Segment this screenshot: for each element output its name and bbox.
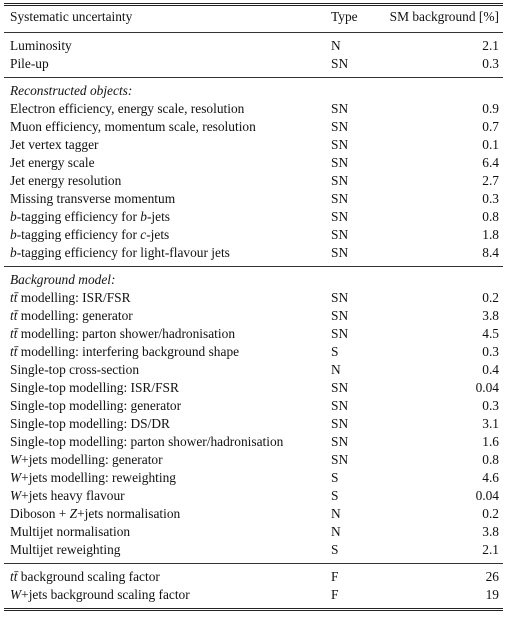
section-rule [4,266,503,267]
math-symbol: tt̄ [10,326,18,341]
bkg-title: Background model: [10,272,116,287]
row-value: 0.2 [482,506,499,521]
row-label: Diboson + Z+jets normalisation [10,506,181,521]
row-value: 8.4 [482,245,499,260]
row-type: SN [331,308,349,323]
row-value: 0.3 [482,398,499,413]
row-type: SN [331,119,349,134]
row-type: N [331,524,341,539]
math-symbol: b [140,209,147,224]
table-row [4,325,503,343]
row-label: W+jets heavy flavour [10,488,125,503]
table-row [4,136,503,154]
row-value: 3.8 [482,524,499,539]
row-label: Single-top modelling: generator [10,398,182,413]
table-row [4,226,503,244]
row-label: Missing transverse momentum [10,191,176,206]
row-label: Luminosity [10,38,72,53]
row-label: W+jets modelling: reweighting [10,470,176,485]
table-row [4,487,503,505]
table-row [4,100,503,118]
math-symbol: b [10,209,17,224]
row-type: S [331,470,339,485]
table-row [4,415,503,433]
row-type: SN [331,56,349,71]
row-value: 3.1 [482,416,499,431]
row-label: Muon efficiency, momentum scale, resolution [10,119,256,134]
row-value: 0.04 [475,488,499,503]
row-type: SN [331,434,349,449]
row-type: SN [331,290,349,305]
table-row [4,172,503,190]
math-symbol: tt̄ [10,569,18,584]
systematics-table [4,3,503,611]
row-label: tt̄ modelling: interfering background shape [10,344,240,359]
math-symbol: Z [69,506,78,521]
row-label: Single-top modelling: DS/DR [10,416,170,431]
row-label: Jet energy scale [10,155,95,170]
table-row [4,343,503,361]
row-value: 0.9 [482,101,499,116]
row-value: 3.8 [482,308,499,323]
table-row [4,379,503,397]
row-value: 1.8 [482,227,499,242]
row-type: N [331,362,341,377]
table-row [4,307,503,325]
math-symbol: tt̄ [10,290,18,305]
header-rule [4,32,503,33]
row-label: tt̄ background scaling factor [10,569,160,584]
row-label: Electron efficiency, energy scale, resolution [10,101,245,116]
table-row [4,208,503,226]
table-row [4,118,503,136]
row-value: 0.7 [482,119,499,134]
row-value: 0.3 [482,56,499,71]
row-label: W+jets modelling: generator [10,452,163,467]
row-label: b-tagging efficiency for b-jets [10,209,171,224]
table-header [4,6,503,28]
row-value: 6.4 [482,155,499,170]
math-symbol: b [10,227,17,242]
row-type: S [331,488,339,503]
table-row [4,541,503,559]
row-value: 0.2 [482,290,499,305]
row-type: N [331,38,341,53]
math-symbol: tt̄ [10,308,18,323]
row-label: Single-top modelling: ISR/FSR [10,380,179,395]
row-type: SN [331,155,349,170]
table-row [4,451,503,469]
row-value: 2.7 [482,173,499,188]
math-symbol: b [10,245,17,260]
table-row [4,55,503,73]
row-label: tt̄ modelling: generator [10,308,133,323]
table-row [4,397,503,415]
group-reco [4,100,503,262]
row-type: SN [331,191,349,206]
row-value: 2.1 [482,542,499,557]
row-type: SN [331,137,349,152]
math-symbol: tt̄ [10,344,18,359]
row-type: SN [331,173,349,188]
row-label: Single-top cross-section [10,362,140,377]
row-type: SN [331,101,349,116]
row-value: 0.4 [482,362,499,377]
row-type: SN [331,326,349,341]
row-type: SN [331,452,349,467]
row-value: 0.3 [482,191,499,206]
table-row [4,586,503,604]
math-symbol: W [10,470,22,485]
math-symbol: c [140,227,147,242]
table-row [4,523,503,541]
row-label: Multijet normalisation [10,524,131,539]
section-rule [4,563,503,564]
row-value: 0.3 [482,344,499,359]
row-label: tt̄ modelling: parton shower/hadronisation [10,326,236,341]
table-row [4,244,503,262]
section-title-bkg [4,271,503,289]
row-value: 19 [485,587,499,602]
section-rule [4,77,503,78]
math-symbol: W [10,488,22,503]
math-symbol: W [10,587,22,602]
row-label: Multijet reweighting [10,542,121,557]
table-row [4,433,503,451]
row-value: 0.04 [475,380,499,395]
row-value: 0.8 [482,209,499,224]
section-title-reco [4,82,503,100]
math-symbol: W [10,452,22,467]
row-value: 4.6 [482,470,499,485]
row-type: SN [331,380,349,395]
row-type: SN [331,416,349,431]
row-value: 4.5 [482,326,499,341]
table-row [4,190,503,208]
table-row [4,568,503,586]
row-value: 2.1 [482,38,499,53]
table-row [4,361,503,379]
header-type: Type [331,9,358,24]
row-label: Jet vertex tagger [10,137,99,152]
row-type: SN [331,245,349,260]
header-background: SM background [%] [389,9,499,24]
row-type: SN [331,398,349,413]
row-type: SN [331,227,349,242]
row-type: SN [331,209,349,224]
row-type: F [331,569,339,584]
row-type: F [331,587,339,602]
row-type: N [331,506,341,521]
table-row [4,154,503,172]
table-row [4,505,503,523]
header-uncertainty: Systematic uncertainty [10,9,133,24]
row-value: 0.8 [482,452,499,467]
row-label: W+jets background scaling factor [10,587,190,602]
row-label: b-tagging efficiency for light-flavour jets [10,245,230,260]
row-label: b-tagging efficiency for c-jets [10,227,170,242]
group-scaling [4,568,503,604]
row-label: Single-top modelling: parton shower/hadronisation [10,434,284,449]
row-label: tt̄ modelling: ISR/FSR [10,290,131,305]
row-value: 0.1 [482,137,499,152]
group-bkg [4,289,503,559]
bottom-rule [4,608,503,611]
row-type: S [331,542,339,557]
table-row [4,289,503,307]
row-label: Jet energy resolution [10,173,122,188]
row-label: Pile-up [10,56,49,71]
reco-title: Reconstructed objects: [10,83,133,98]
group-general [4,37,503,73]
table-row [4,469,503,487]
row-value: 26 [485,569,499,584]
table-row [4,37,503,55]
row-value: 1.6 [482,434,499,449]
row-type: S [331,344,339,359]
